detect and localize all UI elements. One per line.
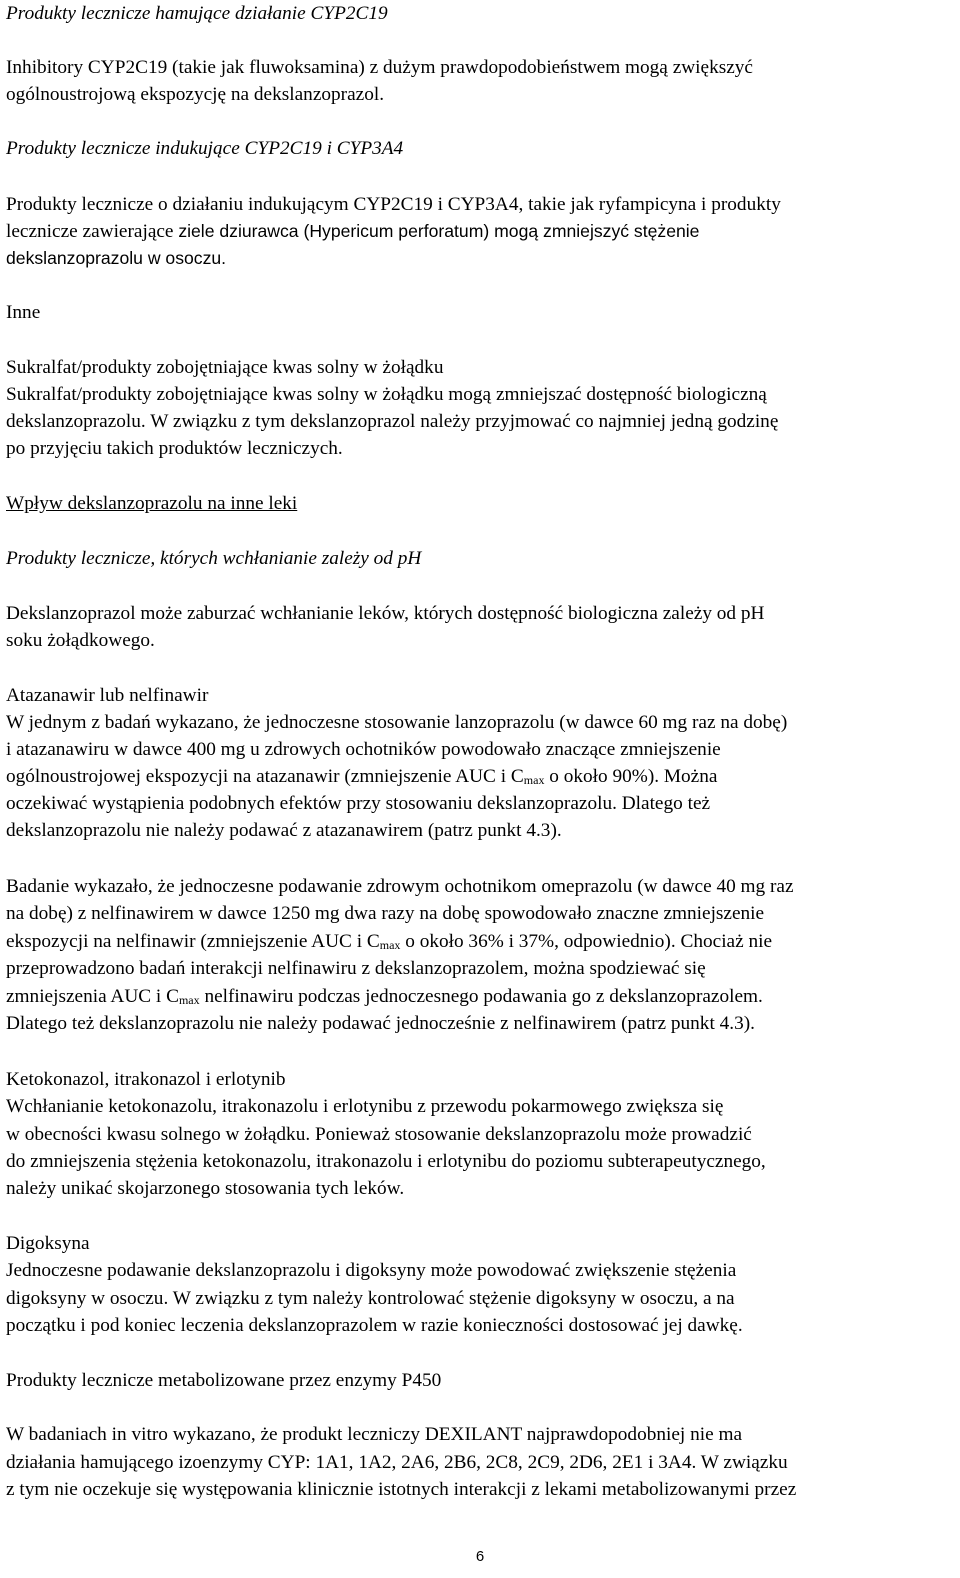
paragraph-text: nelfinawiru podczas jednoczesnego podawania go z dekslanzoprazolem. (199, 986, 763, 1007)
paragraph-line: W badaniach in vitro wykazano, że produkt leczniczy DEXILANT najprawdopodobniej nie ma (6, 1424, 743, 1445)
paragraph-line: i atazanawiru w dawce 400 mg u zdrowych ochotników powodowało znaczące zmniejszenie (6, 739, 721, 760)
section-heading-cyp2c19-inhibitors: Produkty lecznicze hamujące działanie CYP2C19 (6, 3, 388, 24)
paragraph-text: ekspozycji na nelfinawir (zmniejszenie AUC i C (6, 931, 380, 952)
paragraph-line: działania hamującego izoenzymy CYP: 1A1, 1A2, 2A6, 2B6, 2C8, 2C9, 2D6, 2E1 i 3A4. W związku (6, 1452, 788, 1473)
subscript: max (523, 773, 545, 787)
paragraph-line: digoksyny w osoczu. W związku z tym należy kontrolować stężenie digoksyny w osoczu, a na (6, 1288, 735, 1309)
subscript: max (379, 938, 401, 952)
paragraph-line: Produkty lecznicze o działaniu indukującym CYP2C19 i CYP3A4, takie jak ryfampicyna i produkty (6, 194, 781, 215)
paragraph-line: ogólnoustrojową ekspozycję na dekslanzoprazol. (6, 84, 385, 105)
section-heading-ph: Produkty lecznicze, których wchłanianie zależy od pH (6, 548, 422, 569)
paragraph-line: Dlatego też dekslanzoprazolu nie należy podawać jednocześnie z nelfinawirem (patrz punkt 4.3). (6, 1013, 755, 1034)
subscript: max (178, 993, 200, 1007)
section-heading-effect: Wpływ dekslanzoprazolu na inne leki (6, 493, 298, 514)
paragraph-line: z tym nie oczekuje się występowania klinicznie istotnych interakcji z lekami metabolizowanymi przez (6, 1479, 797, 1500)
paragraph-line: na dobę) z nelfinawirem w dawce 1250 mg dwa razy na dobę spowodowało znaczne zmniejszenie (6, 903, 765, 924)
paragraph-text: o około 90%). Można (544, 766, 718, 787)
paragraph-line: przeprowadzono badań interakcji nelfinawiru z dekslanzoprazolem, można spodziewać się (6, 958, 706, 979)
paragraph-line: Wchłanianie ketokonazolu, itrakonazolu i erlotynibu z przewodu pokarmowego zwiększa się (6, 1096, 724, 1117)
page-number: 6 (475, 1548, 485, 1565)
subheading-p450: Produkty lecznicze metabolizowane przez enzymy P450 (6, 1370, 442, 1391)
subheading-ketoconazole: Ketokonazol, itrakonazol i erlotynib (6, 1069, 286, 1090)
paragraph-line: Inhibitory CYP2C19 (takie jak fluwoksamina) z dużym prawdopodobieństwem mogą zwiększyć (6, 57, 753, 78)
paragraph-line: Badanie wykazało, że jednoczesne podawanie zdrowym ochotnikom omeprazolu (w dawce 40 mg raz (6, 876, 794, 897)
subheading-atazanavir: Atazanawir lub nelfinawir (6, 685, 209, 706)
paragraph-text: ziele dziurawca (Hypericum perforatum) mogą zmniejszyć stężenie (178, 221, 700, 241)
paragraph-line: Sukralfat/produkty zobojętniające kwas solny w żołądku mogą zmniejszać dostępność biologiczną (6, 384, 767, 405)
paragraph-line: po przyjęciu takich produktów leczniczych. (6, 438, 343, 459)
paragraph-line (6, 218, 699, 246)
paragraph-line: dekslanzoprazolu w osoczu. (6, 248, 227, 268)
paragraph-line: soku żołądkowego. (6, 630, 155, 651)
subheading-sucralfate: Sukralfat/produkty zobojętniające kwas solny w żołądku (6, 357, 444, 378)
paragraph-line: w obecności kwasu solnego w żołądku. Ponieważ stosowanie dekslanzoprazolu może prowadzić (6, 1124, 752, 1145)
paragraph-line: Jednoczesne podawanie dekslanzoprazolu i digoksyny może powodować zwiększenie stężenia (6, 1260, 737, 1281)
paragraph-text: zmniejszenia AUC i C (6, 986, 179, 1007)
paragraph-line: dekslanzoprazolu nie należy podawać z atazanawirem (patrz punkt 4.3). (6, 820, 562, 841)
paragraph-text: lecznicze zawierające (6, 221, 179, 242)
paragraph-line: W jednym z badań wykazano, że jednoczesne stosowanie lanzoprazolu (w dawce 60 mg raz na dobę) (6, 712, 788, 733)
paragraph-line: należy unikać skojarzonego stosowania tych leków. (6, 1178, 405, 1199)
paragraph-line: do zmniejszenia stężenia ketokonazolu, itrakonazolu i erlotynibu do poziomu subterapeutycznego, (6, 1151, 766, 1172)
paragraph-line: dekslanzoprazolu. W związku z tym dekslanzoprazol należy przyjmować co najmniej jedną godzinę (6, 411, 779, 432)
paragraph-text: o około 36% i 37%, odpowiednio). Chociaż nie (400, 931, 773, 952)
section-heading-other: Inne (6, 302, 41, 323)
paragraph-text: ogólnoustrojowej ekspozycji na atazanawir (zmniejszenie AUC i C (6, 766, 524, 787)
subheading-digoxin: Digoksyna (6, 1233, 90, 1254)
paragraph-line: początku i pod koniec leczenia dekslanzoprazolem w razie konieczności dostosować jej dawkę. (6, 1315, 743, 1336)
paragraph-line: oczekiwać wystąpienia podobnych efektów przy stosowaniu dekslanzoprazolu. Dlatego też (6, 793, 711, 814)
section-heading-inducers: Produkty lecznicze indukujące CYP2C19 i CYP3A4 (6, 138, 404, 159)
paragraph-line: Dekslanzoprazol może zaburzać wchłanianie leków, których dostępność biologiczna zależy od pH (6, 603, 765, 624)
